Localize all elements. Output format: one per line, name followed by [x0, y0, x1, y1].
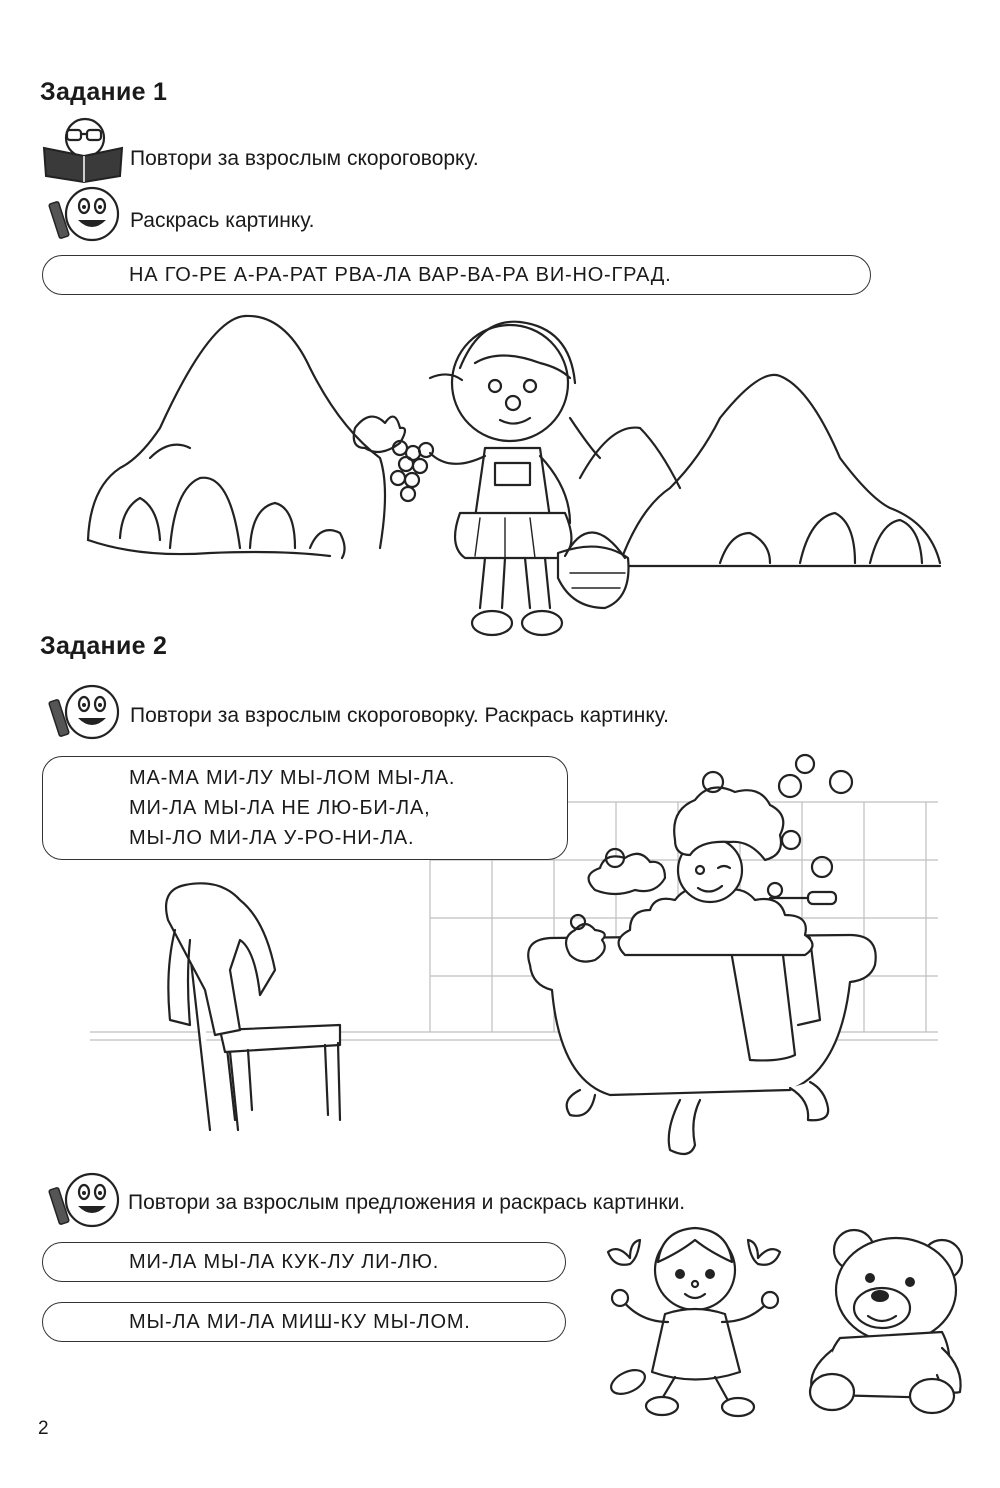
instruction-sentences: Повтори за взрослым предложения и раскрась картинки. — [128, 1191, 686, 1214]
smiley-pencil-icon — [48, 684, 124, 744]
reading-boy-icon — [42, 118, 124, 184]
twister-box-2 — [42, 756, 568, 860]
instruction-repeat: Повтори за взрослым скороговорку. — [130, 147, 479, 170]
sentence-box-2 — [42, 1302, 566, 1342]
teddy-bear-illustration — [792, 1220, 972, 1416]
task-1-title: Задание 1 — [40, 78, 168, 106]
instruction-twister-2: Повтори за взрослым скороговорку. Раскрась картинку. — [130, 704, 670, 727]
tongue-twister-box — [42, 255, 871, 295]
twister-line-1: МА-МА МИ-ЛУ МЫ-ЛОМ МЫ-ЛА. — [129, 767, 456, 789]
mountains-girl-illustration — [80, 308, 960, 653]
twister-line-3: МЫ-ЛО МИ-ЛА У-РО-НИ-ЛА. — [129, 827, 415, 849]
page-number: 2 — [38, 1418, 49, 1439]
sentence-1-text: МИ-ЛА МЫ-ЛА КУК-ЛУ ЛИ-ЛЮ. — [129, 1251, 440, 1273]
task-2-title: Задание 2 — [40, 632, 168, 660]
tongue-twister-text: НА ГО-РЕ А-РА-РАТ РВА-ЛА ВАР-ВА-РА ВИ-НО-ГРАД. — [129, 264, 672, 286]
instruction-color: Раскрась картинку. — [130, 209, 315, 232]
sentence-box-1 — [42, 1242, 566, 1282]
twister-line-2: МИ-ЛА МЫ-ЛА НЕ ЛЮ-БИ-ЛА, — [129, 797, 431, 819]
smiley-pencil-icon — [48, 186, 124, 246]
smiley-pencil-icon — [48, 1172, 124, 1232]
sentence-2-text: МЫ-ЛА МИ-ЛА МИШ-КУ МЫ-ЛОМ. — [129, 1311, 471, 1333]
doll-illustration — [600, 1222, 790, 1417]
